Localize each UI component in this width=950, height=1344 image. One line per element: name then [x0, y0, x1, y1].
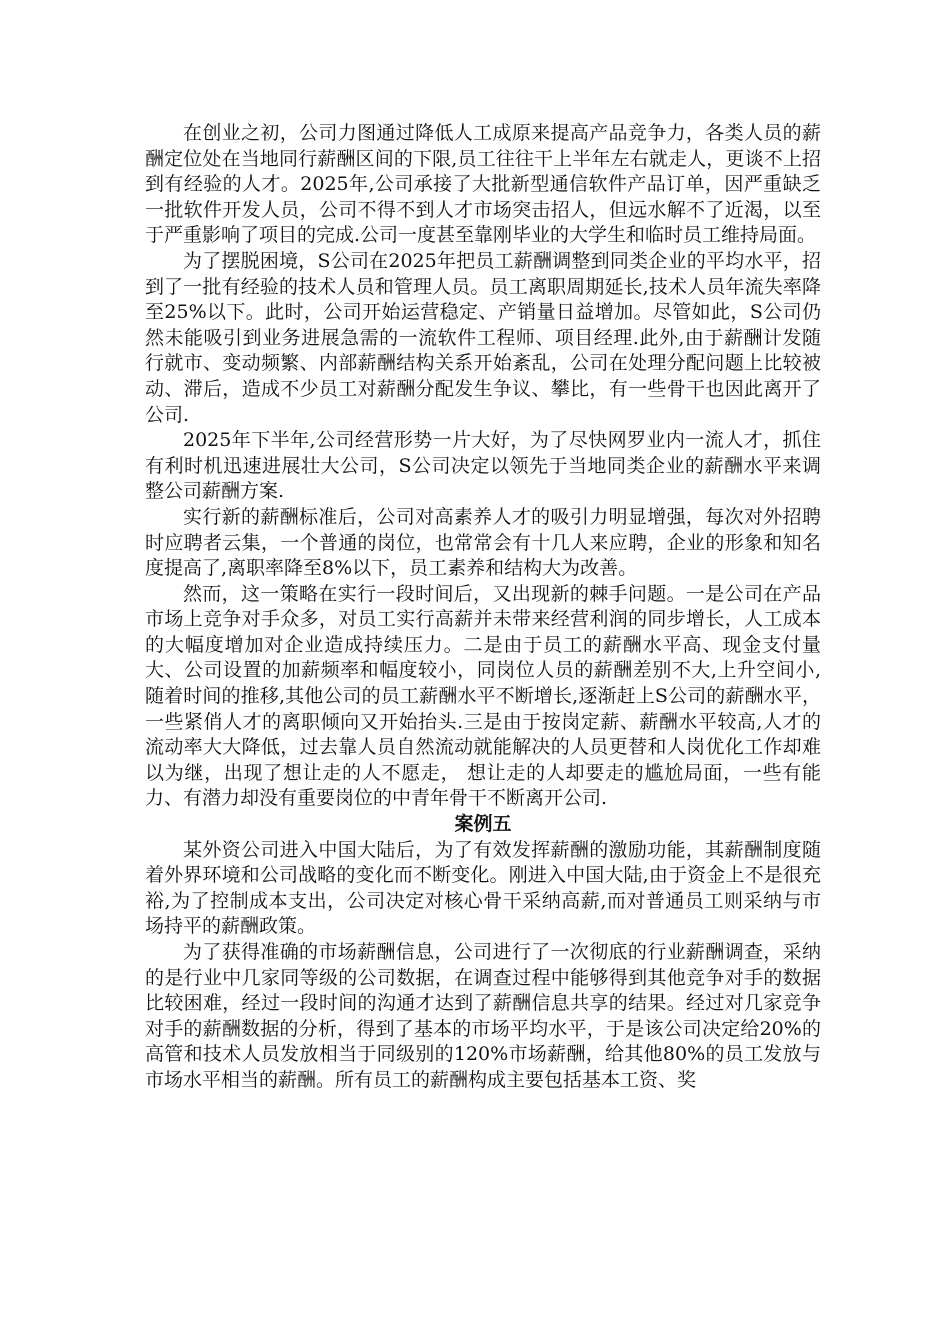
paragraph-salary-survey: 为了获得准确的市场薪酬信息，公司进行了一次彻底的行业薪酬调查，采纳的是行业中几家同等级的公司数据，在调查过程中能够得到其他竞争对手的数据比较困难，经过一段时间的沟通才达到了薪酬信息共享的结果。经过对几家竞争对手的薪酬数据的分析，得到了基本的市场平均水平，于是该公司决定给20%的高管和技术人员发放相当于同级别的120%市场薪酬，给其他80%的员工发放与市场水平相当的薪酬。所有员工的薪酬构成主要包括基本工资、奖 — [145, 941, 821, 1091]
paragraph-foreign-company: 某外资公司进入中国大陆后，为了有效发挥薪酬的激励功能，其薪酬制度随着外界环境和公司战略的变化而不断变化。刚进入中国大陆,由于资金上不是很充裕,为了控制成本支出，公司决定对核心骨干采纳高薪,而对普通员工则采纳与市场持平的薪酬政策。 — [145, 838, 821, 938]
document-page — [145, 121, 821, 1094]
paragraph-new-salary-standard: 实行新的薪酬标准后，公司对高素养人才的吸引力明显增强，每次对外招聘时应聘者云集，一个普通的岗位，也常常会有十几人来应聘，企业的形象和知名度提高了,离职率降至8%以下，员工素养和结构大为改善。 — [145, 505, 821, 580]
paragraph-startup-period: 在创业之初，公司力图通过降低人工成原来提高产品竞争力，各类人员的薪酬定位处在当地同行薪酬区间的下限,员工往往干上半年左右就走人，更谈不上招到有经验的人才。2025年,公司承接了大批新型通信软件产品订单，因严重缺乏一批软件开发人员，公司不得不到人才市场突击招人，但远水解不了近渴，以至于严重影响了项目的完成.公司一度甚至靠刚毕业的大学生和临时员工维持局面。 — [145, 122, 821, 247]
paragraph-escape-difficulty: 为了摆脱困境，S公司在2025年把员工薪酬调整到同类企业的平均水平，招到了一批有经验的技术人员和管理人员。员工离职周期延长,技术人员年流失率降至25%以下。此时，公司开始运营稳定、产销量日益增加。尽管如此，S公司仍然未能吸引到业务进展急需的一流软件工程师、项目经理.此外,由于薪酬计发随行就市、变动频繁、内部薪酬结构关系开始紊乱，公司在处理分配问题上比较被动、滞后，造成不少员工对薪酬分配发生争议、攀比，有一些骨干也因此离开了公司. — [145, 249, 821, 426]
section-heading-case-five: 案例五 — [454, 813, 512, 836]
paragraph-new-problems: 然而，这一策略在实行一段时间后，又出现新的棘手问题。一是公司在产品市场上竞争对手众多，对员工实行高薪并未带来经营利润的同步增长，人工成本的大幅度增加对企业造成持续压力。二是由于员工的薪酬水平高、现金支付量大、公司设置的加薪频率和幅度较小，同岗位人员的薪酬差别不大,上升空间小,随着时间的推移,其他公司的员工薪酬水平不断增长,逐渐赶上S公司的薪酬水平，一些紧俏人才的离职倾向又开始抬头.三是由于按岗定薪、薪酬水平较高,人才的流动率大大降低，过去靠人员自然流动就能解决的人员更替和人岗优化工作却难以为继，出现了想让走的人不愿走， 想让走的人却要走的尴尬局面，一些有能力、有潜力却没有重要岗位的中青年骨干不断离开公司. — [145, 582, 821, 810]
paragraph-second-half-2025: 2025年下半年,公司经营形势一片大好，为了尽快网罗业内一流人才，抓住有利时机迅速进展壮大公司，S公司决定以领先于当地同类企业的薪酬水平来调整公司薪酬方案. — [145, 429, 821, 503]
